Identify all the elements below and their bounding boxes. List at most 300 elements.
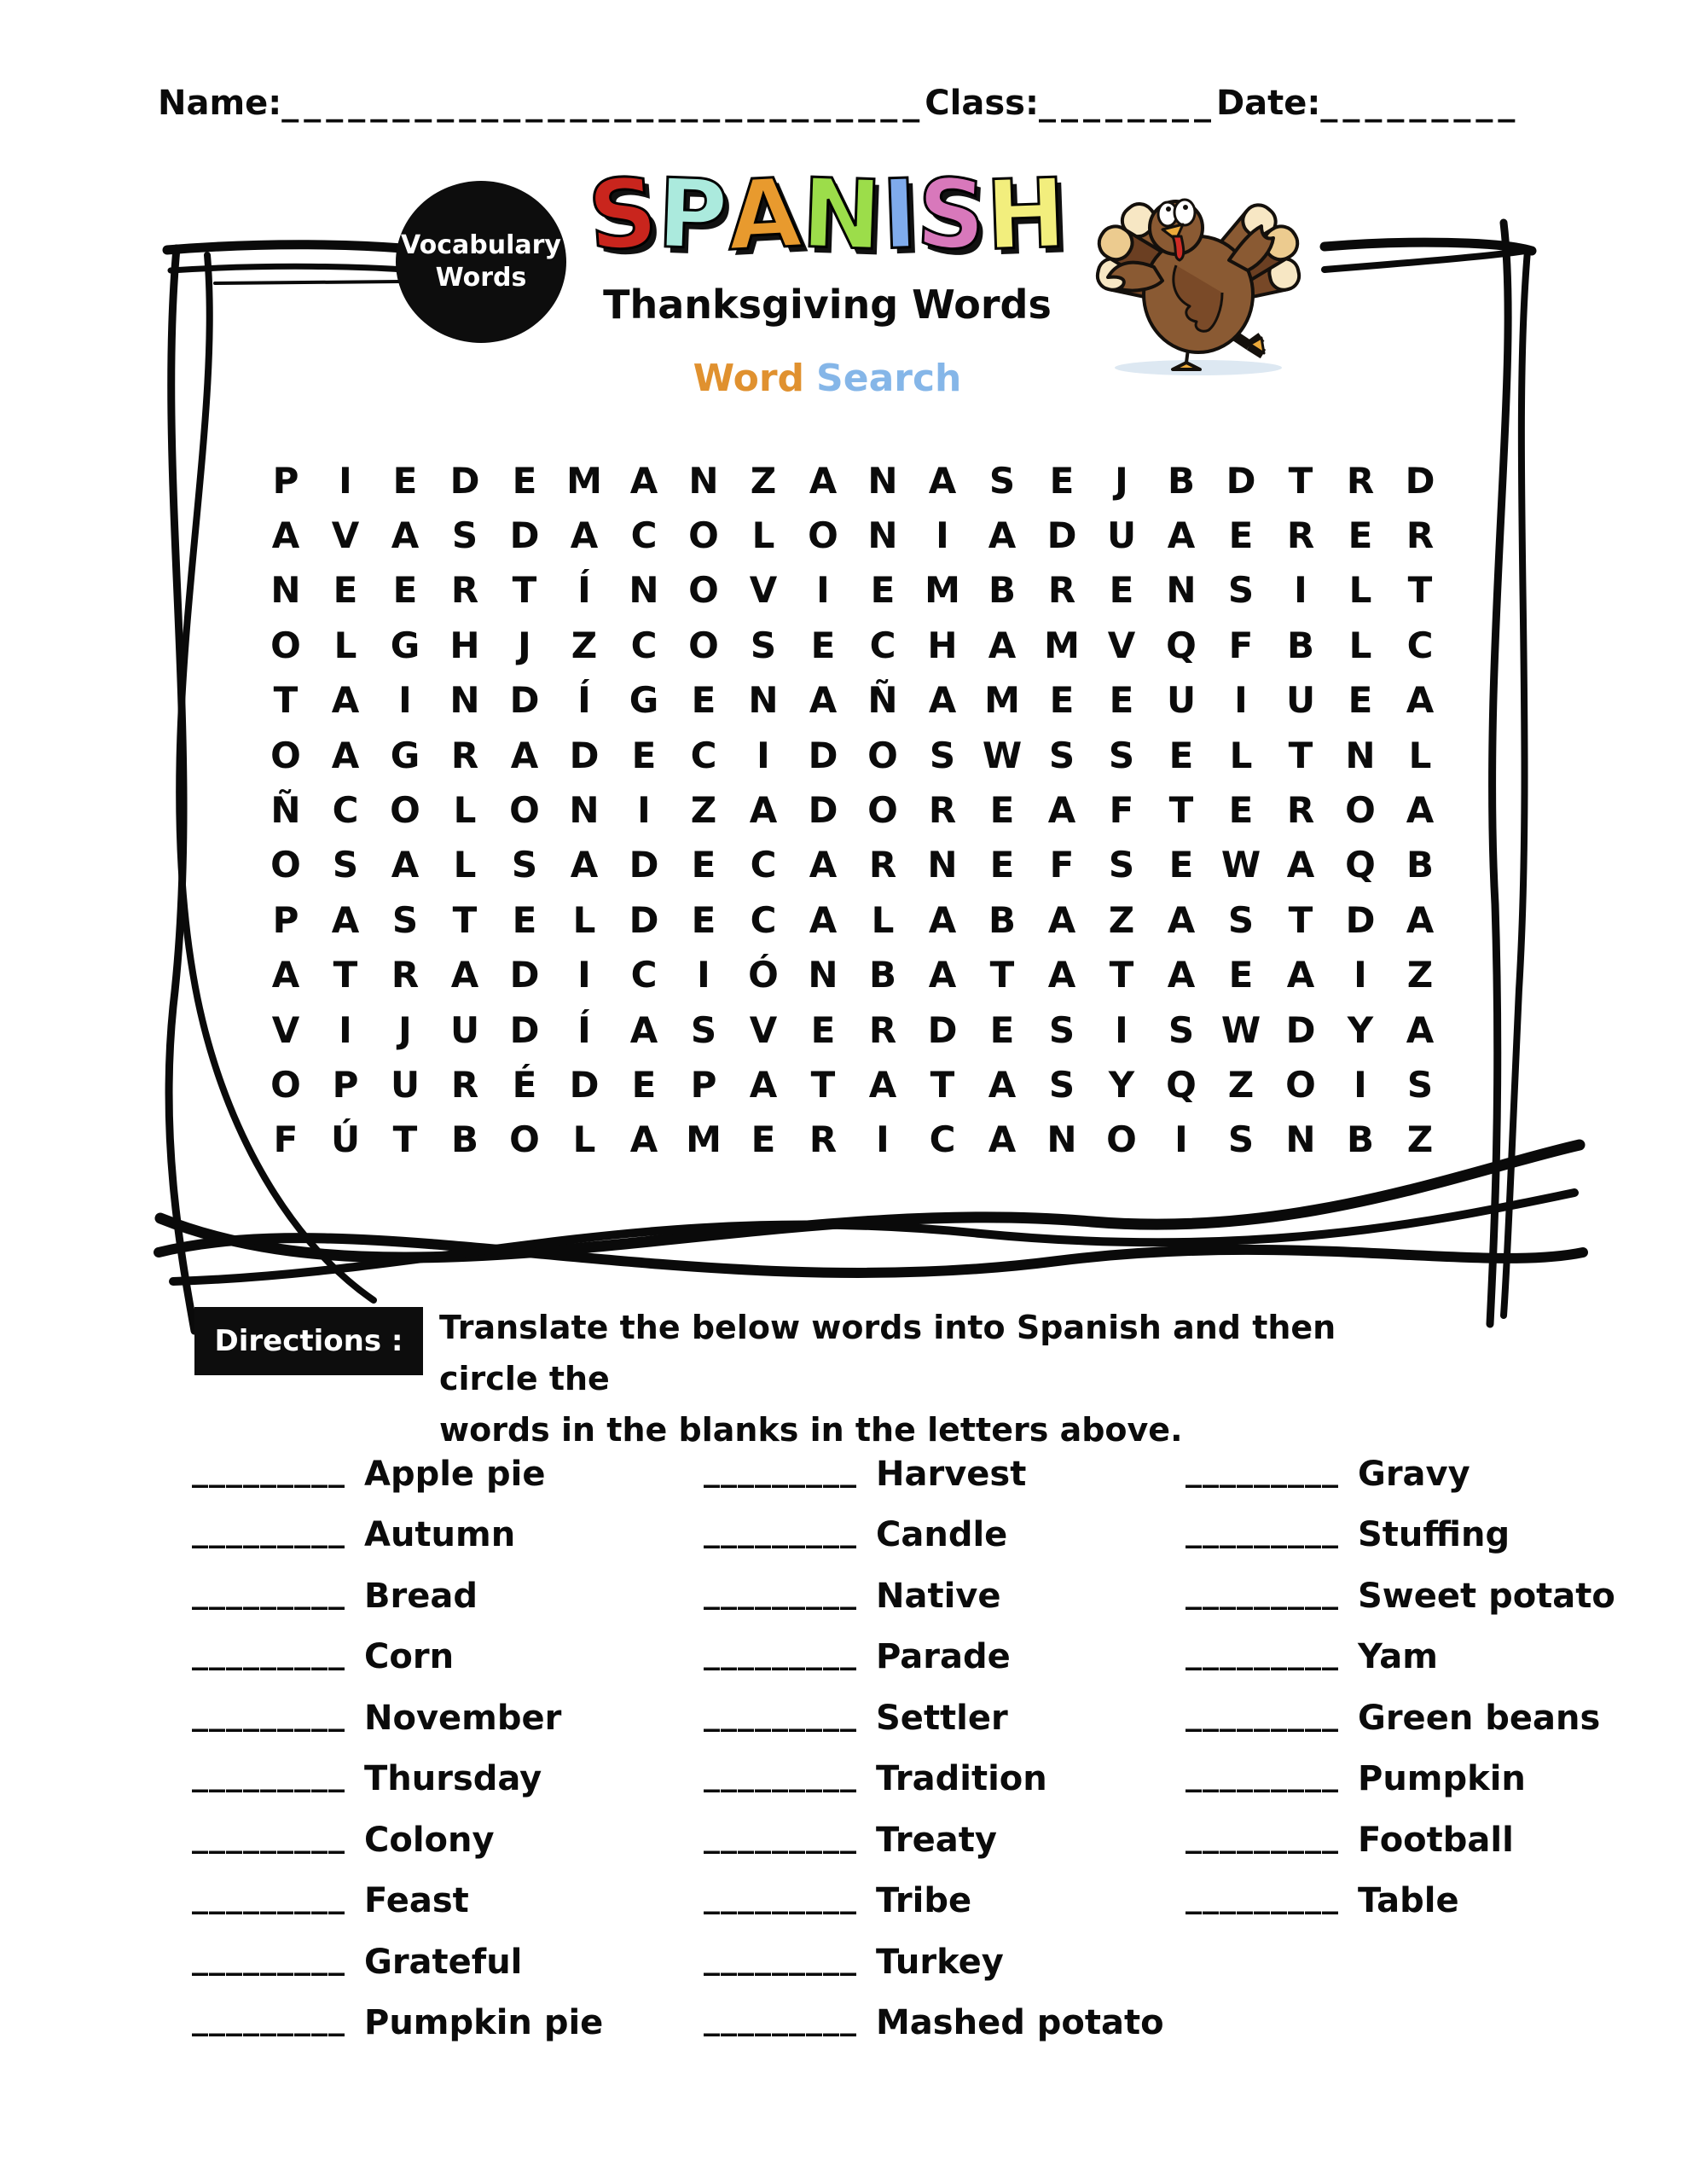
- grid-letter: A: [1047, 898, 1076, 941]
- grid-letter: I: [1294, 569, 1307, 612]
- grid-letter: A: [749, 789, 778, 832]
- grid-letter: I: [1174, 1118, 1188, 1161]
- grid-letter: Ó: [748, 954, 779, 996]
- grid-letter: A: [1167, 898, 1196, 941]
- grid-letter: A: [809, 679, 838, 722]
- grid-letter: N: [927, 844, 958, 886]
- grid-letter: A: [988, 624, 1017, 666]
- word-item: [192, 1749, 704, 1810]
- grid-letter: I: [637, 789, 651, 832]
- grid-letter: A: [391, 844, 420, 886]
- grid-letter: E: [1348, 514, 1373, 557]
- grid-letter: S: [690, 1008, 717, 1051]
- grid-letter: T: [512, 569, 537, 612]
- word-label: Table: [1358, 1881, 1459, 1921]
- turkey-icon: [1094, 165, 1303, 382]
- grid-letter: S: [988, 459, 1016, 502]
- grid-letter: S: [1108, 734, 1135, 776]
- grid-letter: E: [1109, 679, 1134, 722]
- name-label: Name:: [158, 84, 282, 123]
- directions-text: [439, 1302, 1446, 1455]
- grid-letter: A: [271, 514, 300, 557]
- vocabulary-words-badge: [396, 181, 566, 343]
- grid-letter: S: [1048, 734, 1075, 776]
- grid-letter: B: [1167, 459, 1195, 502]
- grid-letter: H: [927, 624, 958, 666]
- grid-letter: Q: [1166, 624, 1197, 666]
- grid-letter: I: [1234, 679, 1248, 722]
- grid-letter: E: [1049, 459, 1075, 502]
- grid-letter: Z: [1108, 898, 1135, 941]
- answer-blank: _________: [1186, 1571, 1339, 1610]
- answer-blank: _________: [192, 1693, 345, 1732]
- grid-letter: A: [809, 459, 838, 502]
- grid-letter: Ñ: [270, 789, 301, 832]
- grid-letter: R: [450, 1063, 479, 1106]
- grid-letter: A: [450, 954, 479, 996]
- wordsearch-grid: [256, 453, 1450, 1167]
- grid-letter: N: [1166, 569, 1197, 612]
- grid-letter: B: [988, 898, 1016, 941]
- word-label: Autumn: [364, 1515, 516, 1555]
- word-item: [1186, 1627, 1612, 1688]
- word-label: Feast: [364, 1881, 469, 1921]
- grid-letter: A: [391, 514, 420, 557]
- grid-letter: E: [631, 734, 657, 776]
- directions-line1: Translate the below words into Spanish and then circle the: [439, 1309, 1336, 1397]
- grid-letter: M: [984, 679, 1020, 722]
- answer-blank: _________: [704, 1449, 857, 1488]
- grid-letter: A: [988, 1063, 1017, 1106]
- grid-letter: V: [1107, 624, 1136, 666]
- grid-letter: E: [751, 1118, 776, 1161]
- grid-letter: D: [449, 459, 480, 502]
- grid-letter: R: [391, 954, 420, 996]
- grid-letter: G: [629, 679, 659, 722]
- word-label: Apple pie: [364, 1454, 546, 1494]
- grid-letter: C: [929, 1118, 956, 1161]
- grid-letter: C: [750, 898, 777, 941]
- grid-letter: T: [1288, 459, 1313, 502]
- grid-letter: D: [1405, 459, 1435, 502]
- word-item: [704, 1565, 1186, 1627]
- grid-letter: N: [1345, 734, 1376, 776]
- grid-letter: E: [989, 1008, 1015, 1051]
- grid-letter: T: [1288, 734, 1313, 776]
- answer-blank: _________: [192, 1877, 345, 1915]
- grid-letter: D: [808, 734, 838, 776]
- grid-letter: R: [450, 734, 479, 776]
- grid-letter: O: [390, 789, 420, 832]
- grid-letter: L: [572, 898, 596, 941]
- grid-letter: O: [688, 569, 719, 612]
- grid-letter: D: [509, 514, 540, 557]
- grid-letter: O: [808, 514, 838, 557]
- grid-letter: O: [867, 734, 898, 776]
- answer-blank: _________: [192, 1815, 345, 1854]
- grid-letter: F: [273, 1118, 299, 1161]
- grid-letter: D: [509, 1008, 540, 1051]
- grid-letter: B: [988, 569, 1016, 612]
- grid-letter: N: [1285, 1118, 1316, 1161]
- grid-letter: P: [272, 898, 299, 941]
- grid-letter: A: [271, 954, 300, 996]
- word-item: [704, 1871, 1186, 1932]
- grid-letter: R: [868, 1008, 897, 1051]
- grid-letter: R: [450, 569, 479, 612]
- grid-letter: Z: [750, 459, 777, 502]
- grid-letter: I: [697, 954, 710, 996]
- grid-letter: D: [569, 734, 600, 776]
- grid-letter: P: [272, 459, 299, 502]
- grid-letter: A: [510, 734, 539, 776]
- grid-letter: L: [751, 514, 775, 557]
- answer-blank: _________: [1186, 1815, 1339, 1854]
- spanish-letter: I: [879, 159, 919, 271]
- grid-letter: N: [688, 459, 719, 502]
- grid-letter: A: [809, 844, 838, 886]
- grid-letter: A: [809, 898, 838, 941]
- answer-blank: _________: [192, 1937, 345, 1976]
- grid-letter: O: [509, 789, 540, 832]
- grid-letter: A: [1047, 954, 1076, 996]
- grid-letter: D: [1046, 514, 1077, 557]
- grid-letter: N: [270, 569, 301, 612]
- grid-letter: R: [868, 844, 897, 886]
- word-item: [704, 1931, 1186, 1993]
- grid-letter: B: [450, 1118, 478, 1161]
- grid-letter: U: [390, 1063, 420, 1106]
- grid-letter: Í: [577, 1008, 591, 1051]
- answer-blank: _________: [704, 1571, 857, 1610]
- grid-letter: T: [1407, 569, 1433, 612]
- word-label: Turkey: [876, 1942, 1004, 1982]
- grid-letter: I: [1354, 1063, 1367, 1106]
- answer-blank: _________: [192, 1755, 345, 1793]
- grid-letter: Q: [1166, 1063, 1197, 1106]
- word-label: Parade: [876, 1637, 1011, 1677]
- grid-letter: P: [690, 1063, 717, 1106]
- word-label: Candle: [876, 1515, 1008, 1555]
- grid-letter: A: [988, 1118, 1017, 1161]
- grid-letter: R: [1406, 514, 1435, 557]
- word-item: [192, 1809, 704, 1871]
- grid-letter: E: [691, 844, 716, 886]
- grid-letter: R: [1346, 459, 1375, 502]
- grid-letter: A: [1406, 1008, 1435, 1051]
- grid-letter: A: [988, 514, 1017, 557]
- grid-letter: S: [1108, 844, 1135, 886]
- grid-letter: B: [1346, 1118, 1374, 1161]
- word-item: [192, 1443, 704, 1505]
- grid-letter: E: [392, 459, 418, 502]
- word-column-2: [704, 1443, 1186, 2053]
- word-label: Settler: [876, 1698, 1008, 1738]
- spanish-letter: S: [913, 157, 989, 273]
- grid-letter: S: [1406, 1063, 1434, 1106]
- grid-letter: W: [1220, 844, 1261, 886]
- grid-letter: B: [1406, 844, 1434, 886]
- answer-blank: _________: [704, 1693, 857, 1732]
- grid-letter: A: [749, 1063, 778, 1106]
- badge-line2: Words: [435, 263, 527, 293]
- word-label: Sweet potato: [1358, 1576, 1615, 1616]
- grid-letter: E: [691, 898, 716, 941]
- grid-letter: A: [1047, 789, 1076, 832]
- grid-letter: A: [1167, 954, 1196, 996]
- word-label: Football: [1358, 1820, 1514, 1860]
- grid-letter: N: [1046, 1118, 1077, 1161]
- grid-letter: R: [1286, 514, 1315, 557]
- grid-letter: I: [816, 569, 830, 612]
- grid-letter: É: [512, 1063, 537, 1106]
- grid-letter: I: [339, 459, 352, 502]
- answer-blank: _________: [1186, 1755, 1339, 1793]
- grid-letter: Z: [1227, 1063, 1255, 1106]
- answer-blank: _________: [704, 1511, 857, 1549]
- grid-letter: A: [1286, 954, 1315, 996]
- answer-blank: _________: [704, 1999, 857, 2037]
- grid-letter: Y: [1108, 1063, 1135, 1106]
- grid-letter: V: [271, 1008, 300, 1051]
- grid-letter: I: [1354, 954, 1367, 996]
- grid-letter: A: [570, 514, 599, 557]
- grid-letter: M: [925, 569, 960, 612]
- grid-letter: A: [331, 898, 360, 941]
- word-column-3: [1186, 1443, 1615, 2053]
- grid-letter: P: [332, 1063, 359, 1106]
- word-label: Yam: [1358, 1637, 1438, 1677]
- grid-letter: S: [750, 624, 777, 666]
- word-item: [192, 1871, 704, 1932]
- grid-letter: A: [1406, 679, 1435, 722]
- grid-letter: N: [867, 514, 898, 557]
- grid-letter: W: [982, 734, 1023, 776]
- grid-letter: I: [936, 514, 949, 557]
- grid-letter: O: [270, 1063, 301, 1106]
- grid-letter: S: [511, 844, 538, 886]
- word-item: [192, 1687, 704, 1749]
- grid-letter: T: [810, 1063, 836, 1106]
- grid-letter: F: [1228, 624, 1254, 666]
- grid-letter: W: [1220, 1008, 1261, 1051]
- grid-letter: G: [390, 624, 420, 666]
- word-label: November: [364, 1698, 562, 1738]
- grid-letter: T: [452, 898, 478, 941]
- grid-letter: A: [928, 459, 957, 502]
- word-label: Corn: [364, 1637, 455, 1677]
- grid-letter: O: [1285, 1063, 1316, 1106]
- grid-letter: B: [1286, 624, 1314, 666]
- grid-letter: I: [577, 954, 591, 996]
- grid-letter: T: [1109, 954, 1134, 996]
- answer-blank: _________: [704, 1755, 857, 1793]
- grid-letter: A: [1406, 898, 1435, 941]
- grid-letter: O: [688, 624, 719, 666]
- grid-letter: R: [809, 1118, 838, 1161]
- grid-letter: N: [867, 459, 898, 502]
- grid-letter: O: [270, 844, 301, 886]
- word-list: [192, 1443, 1615, 2053]
- grid-letter: Z: [690, 789, 717, 832]
- grid-letter: S: [1227, 898, 1255, 941]
- grid-letter: Y: [1347, 1008, 1374, 1051]
- answer-blank: _________: [704, 1633, 857, 1671]
- word-label: Native: [876, 1576, 1001, 1616]
- word-label: Word: [693, 357, 805, 400]
- grid-letter: N: [808, 954, 838, 996]
- grid-letter: U: [1166, 679, 1197, 722]
- word-item: [1186, 1749, 1612, 1810]
- grid-letter: D: [509, 679, 540, 722]
- word-item: [704, 1993, 1186, 2054]
- grid-letter: N: [629, 569, 659, 612]
- answer-blank: _________: [1186, 1693, 1339, 1732]
- grid-letter: A: [928, 898, 957, 941]
- grid-letter: V: [331, 514, 360, 557]
- grid-letter: A: [629, 1118, 658, 1161]
- grid-letter: E: [512, 459, 537, 502]
- grid-letter: E: [1168, 844, 1194, 886]
- grid-letter: E: [810, 624, 836, 666]
- grid-letter: C: [869, 624, 896, 666]
- grid-letter: Ñ: [867, 679, 898, 722]
- grid-letter: D: [569, 1063, 600, 1106]
- grid-letter: M: [566, 459, 602, 502]
- answer-blank: _________: [1186, 1877, 1339, 1915]
- grid-letter: R: [1286, 789, 1315, 832]
- grid-letter: U: [1106, 514, 1137, 557]
- grid-letter: L: [1408, 734, 1432, 776]
- word-label: Tribe: [876, 1881, 972, 1921]
- grid-letter: E: [1109, 569, 1134, 612]
- grid-letter: C: [690, 734, 717, 776]
- worksheet-subtitle: Thanksgiving Words: [603, 282, 1052, 328]
- grid-letter: S: [332, 844, 359, 886]
- grid-letter: N: [569, 789, 600, 832]
- answer-blank: _________: [192, 1449, 345, 1488]
- grid-letter: F: [1109, 789, 1134, 832]
- grid-letter: D: [927, 1008, 958, 1051]
- grid-letter: Z: [571, 624, 598, 666]
- grid-letter: Í: [577, 569, 591, 612]
- grid-letter: O: [1106, 1118, 1137, 1161]
- word-item: [1186, 1565, 1615, 1627]
- grid-letter: Z: [1406, 1118, 1434, 1161]
- word-item: [192, 1505, 704, 1566]
- word-label: Colony: [364, 1820, 495, 1860]
- grid-letter: J: [1115, 459, 1128, 502]
- grid-letter: C: [630, 514, 658, 557]
- word-label: Thursday: [364, 1759, 542, 1799]
- word-label: Pumpkin: [1358, 1759, 1526, 1799]
- grid-letter: T: [392, 1118, 418, 1161]
- directions-badge: Directions :: [194, 1307, 423, 1375]
- grid-letter: L: [1348, 624, 1372, 666]
- grid-letter: T: [273, 679, 299, 722]
- grid-letter: J: [518, 624, 531, 666]
- grid-letter: E: [512, 898, 537, 941]
- grid-letter: I: [757, 734, 770, 776]
- grid-letter: L: [1348, 569, 1372, 612]
- grid-letter: S: [1227, 569, 1255, 612]
- grid-letter: A: [1167, 514, 1196, 557]
- grid-letter: D: [1345, 898, 1376, 941]
- grid-letter: R: [1047, 569, 1076, 612]
- spanish-letter: P: [655, 158, 730, 272]
- grid-letter: S: [451, 514, 478, 557]
- grid-letter: N: [449, 679, 480, 722]
- answer-blank: _________: [704, 1877, 857, 1915]
- answer-blank: _________: [704, 1815, 857, 1854]
- date-blank: _________: [1320, 84, 1521, 123]
- grid-letter: Ú: [330, 1118, 361, 1161]
- grid-letter: A: [928, 679, 957, 722]
- grid-letter: O: [509, 1118, 540, 1161]
- grid-letter: C: [332, 789, 359, 832]
- grid-letter: E: [392, 569, 418, 612]
- grid-letter: E: [1228, 789, 1254, 832]
- class-blank: ________: [1038, 84, 1216, 123]
- grid-letter: C: [1406, 624, 1434, 666]
- grid-letter: L: [871, 898, 895, 941]
- grid-letter: U: [1285, 679, 1316, 722]
- word-item: [192, 1931, 704, 1993]
- answer-blank: _________: [192, 1999, 345, 2037]
- word-label: Grateful: [364, 1942, 523, 1982]
- grid-letter: U: [449, 1008, 480, 1051]
- answer-blank: _________: [704, 1937, 857, 1976]
- word-item: [704, 1505, 1186, 1566]
- word-item: [704, 1687, 1186, 1749]
- answer-blank: _________: [1186, 1511, 1339, 1549]
- grid-letter: V: [749, 569, 778, 612]
- grid-letter: S: [391, 898, 419, 941]
- grid-letter: M: [686, 1118, 722, 1161]
- grid-letter: A: [570, 844, 599, 886]
- word-item: [1186, 1505, 1612, 1566]
- grid-letter: Z: [1406, 954, 1434, 996]
- grid-letter: V: [749, 1008, 778, 1051]
- spanish-letter: N: [799, 158, 884, 272]
- grid-letter: E: [333, 569, 358, 612]
- grid-letter: D: [629, 898, 659, 941]
- word-label: Green beans: [1358, 1698, 1601, 1738]
- grid-letter: E: [1348, 679, 1373, 722]
- grid-letter: I: [1115, 1008, 1128, 1051]
- word-item: [1186, 1443, 1612, 1505]
- word-item: [704, 1749, 1186, 1810]
- answer-blank: _________: [1186, 1449, 1339, 1488]
- grid-letter: A: [928, 954, 957, 996]
- grid-letter: D: [509, 954, 540, 996]
- grid-letter: O: [867, 789, 898, 832]
- grid-letter: A: [331, 734, 360, 776]
- grid-letter: S: [929, 734, 956, 776]
- grid-letter: D: [808, 789, 838, 832]
- grid-letter: A: [629, 459, 658, 502]
- grid-letter: T: [930, 1063, 955, 1106]
- grid-letter: D: [629, 844, 659, 886]
- word-label: Harvest: [876, 1454, 1027, 1494]
- grid-letter: I: [398, 679, 412, 722]
- grid-letter: M: [1044, 624, 1080, 666]
- grid-letter: E: [989, 844, 1015, 886]
- grid-letter: L: [333, 624, 357, 666]
- grid-letter: L: [453, 789, 477, 832]
- grid-letter: H: [449, 624, 480, 666]
- grid-letter: E: [870, 569, 896, 612]
